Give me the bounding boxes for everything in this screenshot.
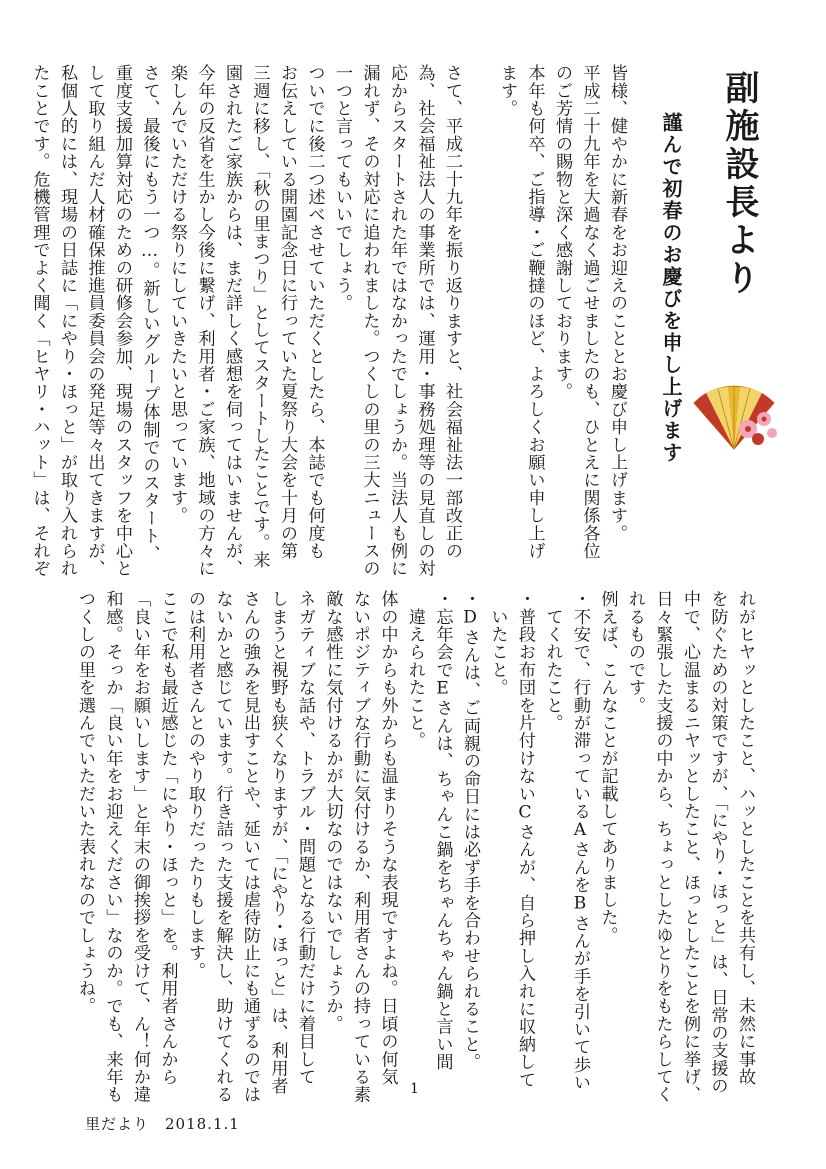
article-line: のご芳情の賜物と深く感謝しております。 [552, 64, 572, 401]
article-line: して取り組んだ人材確保推進員委員会の発足等々出てきますが、 [84, 64, 105, 578]
article-line: のは利用者さんとのやり取りだったりもします。 [185, 590, 205, 980]
article-line: 和感。そっか「良い年をお迎えください」なのか。でも、来年も [102, 590, 123, 1104]
article-line: 応からスタートされた年ではなかったでしょうか。当法人も例に [387, 64, 407, 578]
article-line: ・Dさんは、ご両親の命日には必ず手を合わせられること。 [460, 590, 480, 1071]
article-line: 一つと言ってもいいでしょう。 [332, 64, 352, 312]
article-line: を防ぐための対策ですが、「にやり・ほっと」は、日常の支援の [707, 590, 728, 1095]
article-line: 私個人的には、現場の日誌に「にやり・ほっと」が取り入れられ [57, 64, 77, 578]
footer-issue: 里だより 2018.1.1 [85, 1115, 240, 1133]
page-number: 1 [410, 1081, 419, 1097]
page-subtitle: 謹んで初春のお慶びを申し上げます [659, 112, 683, 464]
article-line: いたこと。 [487, 590, 508, 697]
article-line: てくれたこと。 [542, 590, 563, 732]
article-line: さて、平成二十九年を振り返りますと、社会福祉法一部改正の [442, 64, 462, 560]
article-line: ます。 [497, 64, 517, 118]
article-line: 中で、心温まるニヤッとしたこと、ほっとしたことを例に挙げ、 [680, 590, 700, 1104]
article-line: 三週に移し、「秋の里まつり」としてスタートしたことです。来 [249, 64, 270, 569]
article-line: ・普段お布団を片付けないCさんが、自ら押し入れに収納して [515, 590, 535, 1089]
bottom-article [71, 590, 759, 1103]
article-line: 為、社会福祉法人の事業所では、運用・事務処理等の見直しの対 [414, 64, 435, 578]
article-line: れるものです。 [625, 590, 645, 714]
article-line: 違えられたこと。 [405, 590, 425, 750]
article-line: 本年も何卒、ご指導・ご鞭撻のほど、よろしくお願い申し上げ [524, 64, 545, 560]
article-line: ・忘年会でEさんは、ちゃんこ鍋をちゃんちゃん鍋と言い間 [432, 590, 453, 1071]
article-line: 「良い年をお願いします」と年末の御挨拶を受けて、ん！何か違 [130, 590, 150, 1104]
article-line: れがヒヤッとしたこと、ハッとしたことを共有し、未然に事故 [735, 590, 755, 1086]
article-line: 園されたご家族からは、まだ詳しく感想を伺ってはいませんが、 [222, 64, 242, 578]
article-line: ここで私も最近感じた「にやり・ほっと」を。利用者さんから [157, 590, 178, 1086]
article-line: 今年の反省を生かし今後に繋げ、利用者・ご家族、地域の方々に [194, 64, 215, 578]
article-line: 体の中からも外からも温まりそうな表現ですよね。日頃の何気 [377, 590, 398, 1086]
article-line [465, 64, 493, 577]
top-article [25, 64, 630, 577]
article-line: お伝えしている開園記念日に行っていた夏祭り大会を十月の第 [277, 64, 297, 560]
article-line: さて、最後にもう一つ…。新しいグループ体制でのスタート、 [139, 64, 160, 563]
article-line: ないかと感じています。行き詰った支援を解決し、助けてくれる [212, 590, 233, 1104]
article-line: 漏れず、その対応に追われました。つくしの里の三大ニュースの [359, 64, 380, 578]
article-line: しまうと視野も狭くなりますが、「にやり・ほっと」は、利用者 [267, 590, 288, 1095]
article-line: ネガティブな話や、トラブル・問題となる行動だけに着目して [295, 590, 315, 1086]
article-line: 皆様、健やかに新春をお迎えのこととお慶び申し上げます。 [607, 64, 627, 542]
article-line: さんの強みを見出すことや、延いては虐待防止にも通ずるのでは [240, 590, 260, 1104]
article-line: 重度支援加算対応のための研修会参加、現場のスタッフを中心と [112, 64, 132, 578]
folding-fan-icon [688, 375, 780, 455]
article-line: たことです。危機管理でよく聞く「ヒヤリ・ハット」は、それぞ [29, 64, 50, 578]
article-line: ないポジティブな行動に気付けるか、利用者さんの持っている素 [350, 590, 370, 1104]
page-title: 副施設長より [719, 70, 759, 298]
article-line: ついでに後二つ述べさせていただくとしたら、本誌でも何度も [304, 64, 325, 560]
article-line: つくしの里を選んでいただいた表れなのでしょうね。 [75, 590, 95, 1015]
article-line: 平成二十九年を大過なく過ごせましたのも、ひとえに関係各位 [579, 64, 600, 560]
article-line: 例えば、こんなことが記載してありました。 [597, 590, 618, 944]
article-line: 日々緊張した支援の中から、ちょっとしたゆとりをもたらしてく [652, 590, 673, 1104]
article-line: 楽しんでいただける祭りにしていきたいと思っています。 [167, 64, 187, 525]
article-line: 敵な感性に気付けるかが大切なのではないでしょうか。 [322, 590, 343, 1033]
article-line: ・不安で、行動が滞っているAさんをBさんが手を引いて歩い [570, 590, 590, 1092]
